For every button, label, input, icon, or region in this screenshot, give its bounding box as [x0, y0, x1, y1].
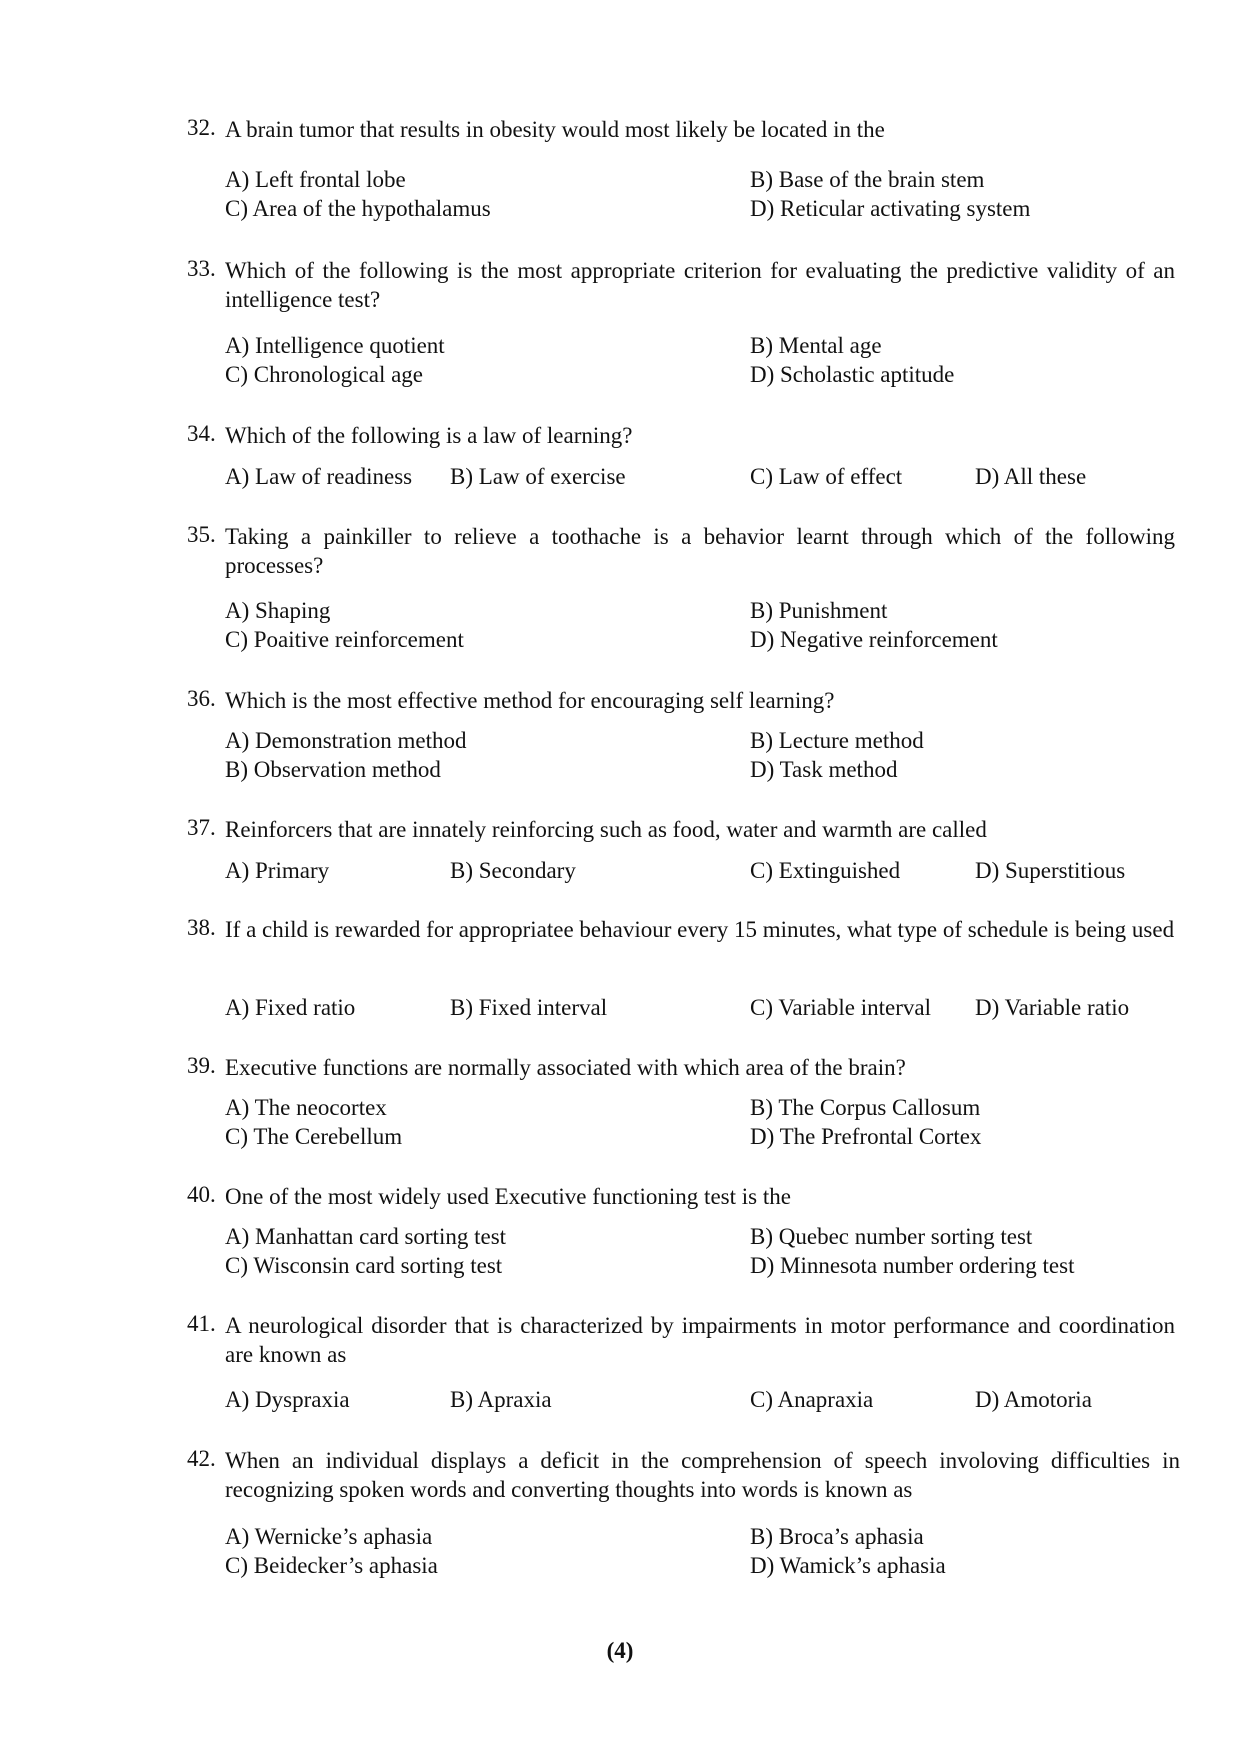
option-c: C) Law of effect — [750, 464, 903, 489]
option-a: A) Wernicke’s aphasia — [225, 1524, 433, 1549]
option-c: C) Poaitive reinforcement — [225, 627, 464, 652]
option-a: A) Law of readiness — [225, 464, 413, 489]
option-a: A) Fixed ratio — [225, 995, 356, 1020]
question-text: Executive functions are normally associated with which area of the brain? — [225, 1055, 906, 1080]
option-a: A) Left frontal lobe — [225, 167, 406, 192]
option-c: C) Beidecker’s aphasia — [225, 1553, 438, 1578]
option-d: D) Task method — [750, 757, 898, 782]
question-number: 38. — [187, 915, 216, 940]
question-text: Which of the following is a law of learning? — [225, 423, 633, 448]
option-c: C) Extinguished — [750, 858, 901, 883]
question-number: 41. — [187, 1311, 216, 1336]
option-d: D) Reticular activating system — [750, 196, 1031, 221]
option-b: B) Apraxia — [450, 1387, 552, 1412]
question-number: 33. — [187, 256, 216, 281]
question-number: 34. — [187, 421, 216, 446]
option-b: B) Punishment — [750, 598, 888, 623]
question-text: If a child is rewarded for appropriatee behaviour every 15 minutes, what type of schedule is being used — [225, 917, 1175, 942]
question-text: One of the most widely used Executive functioning test is the — [225, 1184, 791, 1209]
option-d: D) Minnesota number ordering test — [750, 1253, 1075, 1278]
option-c: C) Anapraxia — [750, 1387, 874, 1412]
option-b: B) The Corpus Callosum — [750, 1095, 981, 1120]
question-text: When an individual displays a deficit in the comprehension of speech involoving difficulties in recognizing spoken words and converting thoughts into words is known as — [225, 1448, 1180, 1502]
option-d: D) Variable ratio — [975, 995, 1130, 1020]
option-c: C) Wisconsin card sorting test — [225, 1253, 503, 1278]
page-number: (4) — [606, 1638, 634, 1663]
question-number: 32. — [187, 115, 216, 140]
option-a: A) Manhattan card sorting test — [225, 1224, 507, 1249]
option-b: B) Secondary — [450, 858, 576, 883]
option-d: D) Superstitious — [975, 858, 1126, 883]
option-a: A) Primary — [225, 858, 330, 883]
option-d: D) The Prefrontal Cortex — [750, 1124, 982, 1149]
question-text: A brain tumor that results in obesity would most likely be located in the — [225, 117, 885, 142]
option-c: C) The Cerebellum — [225, 1124, 403, 1149]
option-a: A) Shaping — [225, 598, 331, 623]
question-number: 40. — [187, 1182, 216, 1207]
option-c: C) Chronological age — [225, 362, 424, 387]
option-d: D) All these — [975, 464, 1087, 489]
question-number: 39. — [187, 1053, 216, 1078]
option-a: A) The neocortex — [225, 1095, 387, 1120]
question-text: A neurological disorder that is characterized by impairments in motor performance and coordination are known as — [225, 1313, 1175, 1367]
question-number: 36. — [187, 686, 216, 711]
option-b: B) Quebec number sorting test — [750, 1224, 1033, 1249]
question-number: 42. — [187, 1446, 216, 1471]
option-b: B) Lecture method — [750, 728, 924, 753]
option-c: B) Observation method — [225, 757, 441, 782]
option-b: B) Base of the brain stem — [750, 167, 985, 192]
question-text: Taking a painkiller to relieve a toothache is a behavior learnt through which of the following processes? — [225, 524, 1175, 578]
option-b: B) Fixed interval — [450, 995, 608, 1020]
option-a: A) Dyspraxia — [225, 1387, 350, 1412]
option-a: A) Intelligence quotient — [225, 333, 445, 358]
option-b: B) Law of exercise — [450, 464, 626, 489]
option-d: D) Amotoria — [975, 1387, 1092, 1412]
question-text: Which of the following is the most appropriate criterion for evaluating the predictive validity of an intelligence test? — [225, 258, 1175, 312]
option-a: A) Demonstration method — [225, 728, 467, 753]
option-c: C) Area of the hypothalamus — [225, 196, 491, 221]
question-number: 37. — [187, 815, 216, 840]
option-b: B) Broca’s aphasia — [750, 1524, 924, 1549]
option-d: D) Scholastic aptitude — [750, 362, 955, 387]
option-b: B) Mental age — [750, 333, 882, 358]
option-d: D) Negative reinforcement — [750, 627, 998, 652]
question-number: 35. — [187, 522, 216, 547]
question-text: Which is the most effective method for encouraging self learning? — [225, 688, 835, 713]
option-d: D) Wamick’s aphasia — [750, 1553, 946, 1578]
option-c: C) Variable interval — [750, 995, 931, 1020]
question-text: Reinforcers that are innately reinforcing such as food, water and warmth are called — [225, 817, 987, 842]
